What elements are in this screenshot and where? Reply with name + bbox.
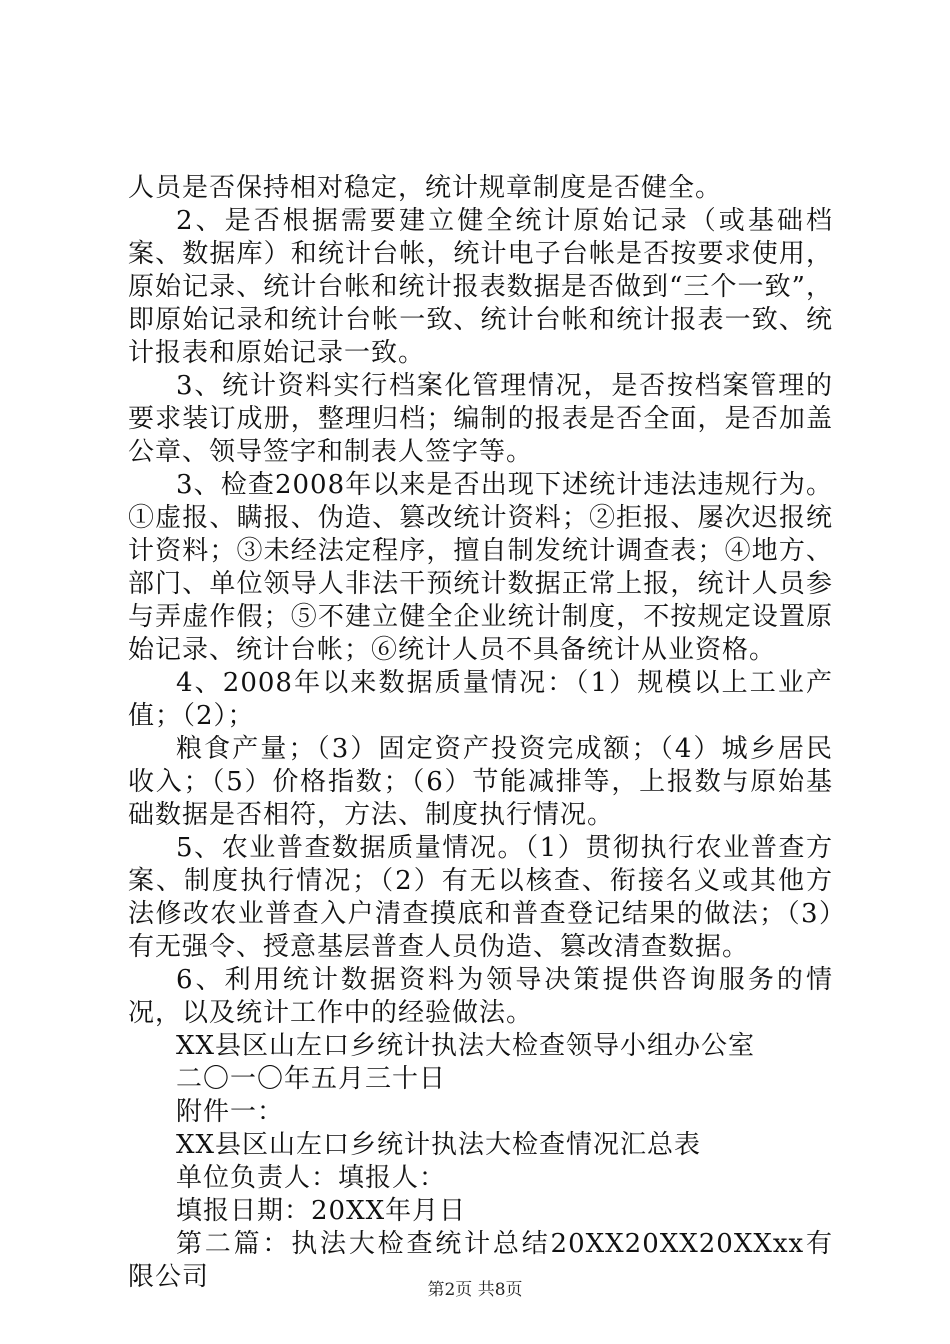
attachment-title: XX县区山左口乡统计执法大检查情况汇总表 xyxy=(176,1130,702,1160)
attachment-label: 附件一： xyxy=(176,1097,285,1127)
paragraph-1: 2、是否根据需要建立健全统计原始记录（或基础档案、数据库）和统计台帐，统计电子台帐是否按要求使用，原始记录、统计台帐和统计报表数据是否做到“三个一致”，即原始记录和统计台帐一致、统计台帐和统计报表一致、统计报表和原始记录一致。 xyxy=(128,206,833,368)
document-body xyxy=(128,172,833,1294)
paragraph-3: 3、检查2008年以来是否出现下述统计违法违规行为。①虚报、瞒报、伪造、篡改统计资料；②拒报、屡次迟报统计资料；③未经法定程序，擅自制发统计调查表；④地方、部门、单位领导人非法干预统计数据正常上报，统计人员参与弄虚作假；⑤不建立健全企业统计制度，不按规定设置原始记录、统计台帐；⑥统计人员不具备统计从业资格。 xyxy=(128,470,833,665)
signature-date: 二〇一〇年五月三十日 xyxy=(176,1064,447,1094)
paragraph-2: 3、统计资料实行档案化管理情况，是否按档案管理的要求装订成册，整理归档；编制的报表是否全面，是否加盖公章、领导签字和制表人签字等。 xyxy=(128,371,833,467)
paragraph-6: 5、农业普查数据质量情况。（1）贯彻执行农业普查方案、制度执行情况；（2）有无以核查、衔接名义或其他方法修改农业普查入户清查摸底和普查登记结果的做法；（3）有无强令、授意基层普查人员伪造、篡改清查数据。 xyxy=(128,833,833,962)
paragraph-5: 粮食产量；（3）固定资产投资完成额；（4）城乡居民收入；（5）价格指数；（6）节能减排等，上报数与原始基础数据是否相符，方法、制度执行情况。 xyxy=(128,734,833,830)
form-date-line: 填报日期：20XX年月日 xyxy=(176,1196,467,1226)
paragraph-0: 人员是否保持相对稳定，统计规章制度是否健全。 xyxy=(128,173,723,203)
paragraph-4: 4、2008年以来数据质量情况：（1）规模以上工业产值；（2）； xyxy=(128,668,833,731)
signature-office: XX县区山左口乡统计执法大检查领导小组办公室 xyxy=(176,1031,756,1061)
page-number-footer: 第2页 共8页 xyxy=(427,1280,523,1300)
next-section-title: 第二篇：执法大检查统计总结20XX20XX20XXxx有限公司 xyxy=(128,1229,833,1292)
paragraph-7: 6、利用统计数据资料为领导决策提供咨询服务的情况，以及统计工作中的经验做法。 xyxy=(128,965,833,1028)
form-responsible-line: 单位负责人：填报人： xyxy=(176,1163,447,1193)
